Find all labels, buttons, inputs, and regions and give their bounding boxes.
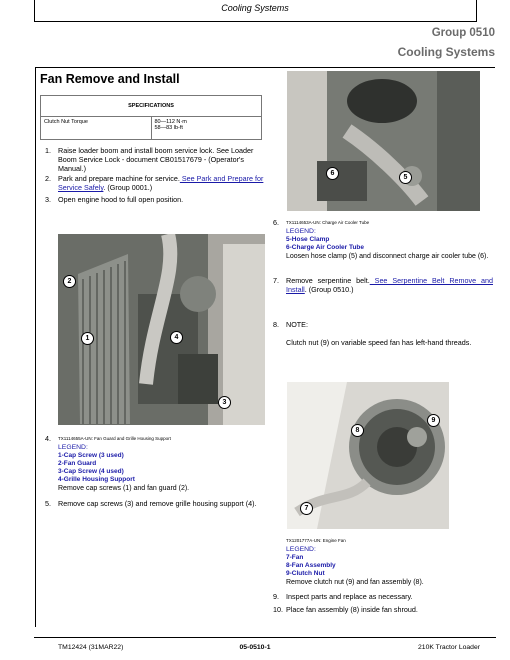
step-text	[286, 276, 493, 294]
step-text: Remove cap screws (3) and remove grille housing support (4).	[58, 499, 257, 508]
step-10	[273, 605, 493, 615]
step-number: 9.	[273, 592, 279, 601]
callout-2: 2	[63, 275, 76, 288]
step-text-before: Remove serpentine belt.	[286, 276, 370, 285]
callout-1: 1	[81, 332, 94, 345]
step-6	[273, 218, 493, 268]
footer-rule	[34, 637, 496, 638]
step-3	[45, 195, 265, 205]
charge-air-tube-photo	[287, 71, 480, 211]
step-8	[273, 320, 493, 360]
step-text: Place fan assembly (8) inside fan shroud.	[286, 605, 418, 614]
step-4-caption	[58, 434, 265, 493]
header-rule	[34, 21, 477, 22]
step-text: Remove cap screws (1) and fan guard (2).	[58, 485, 190, 492]
step-number: 8.	[273, 320, 279, 329]
step-text: Inspect parts and replace as necessary.	[286, 592, 413, 601]
step-number: 7.	[273, 276, 279, 285]
legend-item: 8-Fan Assembly	[286, 562, 336, 569]
callout-9: 9	[427, 414, 440, 427]
callout-3: 3	[218, 396, 231, 409]
section-rule-left	[35, 67, 36, 627]
step-number: 6.	[273, 218, 279, 227]
figure-id: TX1114653A-UN: Charge Air Cooler Tube	[286, 220, 370, 225]
spec-label: Clutch Nut Torque	[41, 117, 152, 140]
step-8-note	[286, 320, 493, 347]
step-7	[273, 276, 493, 296]
figure-id: TX1201777A-UN: Engine Fan	[286, 538, 346, 543]
step-text	[58, 174, 265, 192]
legend-item: 1-Cap Screw (3 used)	[58, 452, 124, 459]
spec-value	[151, 117, 262, 140]
legend-item: 4-Grille Housing Support	[58, 476, 135, 483]
footer-manual: TM12424 (31MAR22)	[58, 644, 124, 651]
charge-air-tube-illustration	[287, 71, 480, 211]
step-number: 3.	[45, 195, 51, 204]
legend-item: 7-Fan	[286, 554, 304, 561]
group-name: Cooling Systems	[397, 45, 495, 59]
serpentine-belt-link[interactable]: See Serpentine Belt Remove and Install	[286, 276, 493, 294]
step-number: 10.	[273, 605, 283, 614]
section-rule-top	[35, 67, 495, 68]
footer-page-number: 05-0510-1	[239, 644, 271, 651]
section-title: Fan Remove and Install	[40, 72, 180, 86]
step-text: Loosen hose clamp (5) and disconnect charge air cooler tube (6).	[286, 253, 489, 260]
callout-6: 6	[326, 167, 339, 180]
callout-5: 5	[399, 171, 412, 184]
step-number: 1.	[45, 146, 51, 155]
legend-item: 6-Charge Air Cooler Tube	[286, 244, 365, 251]
fan-guard-illustration	[58, 234, 265, 425]
step-text: Open engine hood to full open position.	[58, 195, 184, 204]
engine-fan-caption	[286, 536, 486, 586]
step-text: Raise loader boom and install boom service lock. See Loader Boom Service Lock - document CB01517679 - (Operator's Manual.)	[58, 146, 254, 173]
group-number: Group 0510	[431, 27, 495, 39]
legend-title: LEGEND:	[286, 228, 316, 235]
callout-7: 7	[300, 502, 313, 515]
specifications-table	[40, 95, 262, 140]
spec-heading: SPECIFICATIONS	[41, 96, 262, 117]
legend-title: LEGEND:	[286, 546, 316, 553]
step-1	[45, 146, 265, 174]
callout-8: 8	[351, 424, 364, 437]
step-4	[45, 434, 265, 494]
table-row	[41, 117, 262, 140]
running-header: Cooling Systems	[221, 3, 289, 13]
park-and-prepare-link[interactable]: See Park and Prepare for Service Safely	[58, 174, 264, 192]
step-number: 4.	[45, 434, 51, 443]
legend-item: 3-Cap Screw (4 used)	[58, 468, 124, 475]
step-5	[45, 499, 270, 509]
spec-value-metric: 80—112 N·m	[154, 119, 187, 125]
step-6-caption	[286, 218, 493, 261]
legend-item: 9-Clutch Nut	[286, 570, 325, 577]
engine-fan-photo	[287, 382, 449, 529]
figure-id: TX1114655A-UN: Fan Guard and Grille Housing Support	[58, 436, 171, 441]
callout-4: 4	[170, 331, 183, 344]
footer-model: 210K Tractor Loader	[418, 644, 480, 651]
step-2	[45, 174, 265, 194]
legend-item: 2-Fan Guard	[58, 460, 97, 467]
step-text: Remove clutch nut (9) and fan assembly (8).	[286, 579, 424, 586]
note-label: NOTE:	[286, 320, 308, 329]
fan-guard-photo	[58, 234, 265, 425]
legend-item: 5-Hose Clamp	[286, 236, 330, 243]
step-text-before: Park and prepare machine for service.	[58, 174, 180, 183]
step-text-after: . (Group 0001.)	[103, 183, 153, 192]
spec-value-imperial: 58—83 lb-ft	[154, 125, 183, 131]
note-text: Clutch nut (9) on variable speed fan has left-hand threads.	[286, 338, 472, 347]
step-text-after: . (Group 0510.)	[304, 285, 354, 294]
step-9	[273, 592, 493, 602]
step-number: 2.	[45, 174, 51, 183]
step-number: 5.	[45, 499, 51, 508]
legend-title: LEGEND:	[58, 444, 88, 451]
